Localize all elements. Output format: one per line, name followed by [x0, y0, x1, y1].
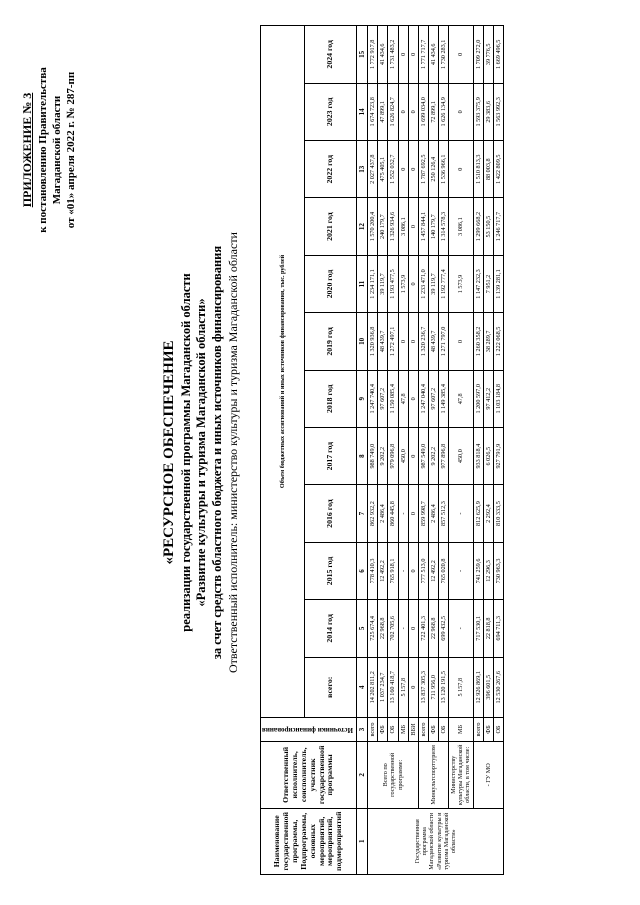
- year-value-cell: 1 246 717,7: [493, 198, 503, 255]
- year-value-cell: 0: [408, 600, 418, 657]
- year-value-cell: 0: [408, 255, 418, 312]
- year-value-cell: 0: [449, 26, 473, 84]
- col-head-year: 2021 год: [305, 198, 357, 255]
- year-value-cell: 1 314 578,3: [439, 198, 449, 255]
- year-value-cell: 722 401,3: [418, 600, 428, 657]
- year-value-cell: 3 086,1: [398, 198, 408, 255]
- year-value-cell: 1 510 813,3: [473, 141, 483, 198]
- total-value-cell: 0: [408, 657, 418, 717]
- year-value-cell: 47,8: [398, 370, 408, 427]
- year-value-cell: 47,8: [449, 370, 473, 427]
- year-value-cell: 2 027 437,8: [368, 141, 378, 198]
- year-value-cell: 250 126,4: [428, 141, 438, 198]
- year-value-cell: 1 552 032,7: [388, 141, 398, 198]
- source-cell: всего: [473, 717, 483, 741]
- year-value-cell: 1 570 200,4: [368, 198, 378, 255]
- source-cell: всего: [418, 717, 428, 741]
- year-value-cell: 9 202,2: [428, 427, 438, 484]
- col-head-year: 2022 год: [305, 141, 357, 198]
- year-value-cell: 1 233 471,0: [418, 255, 428, 312]
- col-head-year: 2023 год: [305, 83, 357, 140]
- year-value-cell: 1 247 740,4: [368, 370, 378, 427]
- source-cell: ОБ: [493, 717, 503, 741]
- year-value-cell: -: [398, 485, 408, 542]
- document-subtitle-3: за счет средств областного бюджета и иных источников финансирования: [210, 245, 224, 660]
- year-value-cell: -: [398, 542, 408, 599]
- year-value-cell: 1 772 917,8: [368, 26, 378, 84]
- year-value-cell: 1 149 385,4: [439, 370, 449, 427]
- column-number: 2: [357, 742, 368, 808]
- year-value-cell: 0: [449, 313, 473, 370]
- year-value-cell: 0: [408, 542, 418, 599]
- table-row: [368, 26, 378, 875]
- year-value-cell: 72 899,1: [428, 83, 438, 140]
- column-number: 12: [357, 198, 368, 255]
- year-value-cell: 694 711,3: [493, 600, 503, 657]
- year-value-cell: 240 179,7: [378, 198, 388, 255]
- appendix-region: Магаданской области: [50, 95, 63, 205]
- document-titles: [160, 0, 241, 905]
- year-value-cell: 699 432,5: [439, 600, 449, 657]
- appendix-date: от «01» апреля 2022 г. № 287-пп: [65, 71, 78, 229]
- col-head-year: 2014 год: [305, 600, 357, 657]
- executor-cell: - ГУ МО: [473, 742, 503, 808]
- year-value-cell: 450,0: [449, 427, 473, 484]
- appendix-decree: к постановлению Правительства: [36, 67, 49, 233]
- col-head-year: 2017 год: [305, 427, 357, 484]
- year-value-cell: 1 150 085,4: [388, 370, 398, 427]
- year-value-cell: 1 247 040,4: [418, 370, 428, 427]
- year-value-cell: 450,0: [398, 427, 408, 484]
- year-value-cell: 1 730 283,1: [439, 26, 449, 84]
- year-value-cell: 6 026,5: [483, 427, 493, 484]
- year-value-cell: 48 439,7: [378, 313, 388, 370]
- source-cell: ФБ: [483, 717, 493, 741]
- year-value-cell: 0: [408, 83, 418, 140]
- year-value-cell: 1 192 777,4: [439, 255, 449, 312]
- total-value-cell: 1 037 234,7: [378, 657, 388, 717]
- year-value-cell: 988 749,0: [368, 427, 378, 484]
- col-head-year: 2018 год: [305, 370, 357, 427]
- year-value-cell: 39 776,5: [483, 26, 493, 84]
- year-value-cell: 0: [408, 485, 418, 542]
- year-value-cell: 730 963,3: [493, 542, 503, 599]
- source-cell: ФБ: [378, 717, 388, 741]
- year-value-cell: 1 234 171,1: [368, 255, 378, 312]
- year-value-cell: 1 103 184,8: [493, 370, 503, 427]
- year-value-cell: 778 410,3: [368, 542, 378, 599]
- year-value-cell: 702 705,6: [388, 600, 398, 657]
- col-head-year: 2016 год: [305, 485, 357, 542]
- col-head-year: 2024 год: [305, 26, 357, 84]
- year-value-cell: 0: [408, 370, 418, 427]
- year-value-cell: 933 818,4: [473, 427, 483, 484]
- year-value-cell: 22 818,8: [483, 600, 493, 657]
- column-number: 1: [357, 808, 368, 874]
- column-number: 6: [357, 542, 368, 599]
- year-value-cell: 9 202,2: [378, 427, 388, 484]
- year-value-cell: 0: [398, 141, 408, 198]
- year-value-cell: 97 607,2: [428, 370, 438, 427]
- year-value-cell: 140 179,7: [428, 198, 438, 255]
- table-row: [449, 26, 473, 875]
- year-value-cell: 1 326 934,6: [388, 198, 398, 255]
- year-value-cell: 97 412,2: [483, 370, 493, 427]
- total-value-cell: 5 157,8: [398, 657, 408, 717]
- column-number: 9: [357, 370, 368, 427]
- program-name-cell: Государственная программа Магаданской области «Развитие культуры и туризма Магаданской области»: [368, 808, 504, 874]
- year-value-cell: 1 674 723,8: [368, 83, 378, 140]
- year-value-cell: 1 193 477,5: [388, 255, 398, 312]
- year-value-cell: 1 147 232,3: [473, 255, 483, 312]
- col-head-year: 2020 год: [305, 255, 357, 312]
- executor-sublabel-cell: Министерству культуры Магаданской области, в том числе:: [449, 742, 473, 808]
- total-value-cell: 12 926 869,1: [473, 657, 483, 717]
- year-value-cell: 1 573,9: [449, 255, 473, 312]
- total-value-cell: 5 157,8: [449, 657, 473, 717]
- column-number: 7: [357, 485, 368, 542]
- col-head-total: всего:: [305, 657, 357, 717]
- year-value-cell: 1 699 034,0: [418, 83, 428, 140]
- year-value-cell: 12 296,3: [483, 542, 493, 599]
- total-value-cell: 13 837 305,3: [418, 657, 428, 717]
- year-value-cell: 717 530,1: [473, 600, 483, 657]
- column-number: 4: [357, 657, 368, 717]
- year-value-cell: 2 292,4: [483, 485, 493, 542]
- year-value-cell: 1 139 281,1: [493, 255, 503, 312]
- year-value-cell: 1 200 597,0: [473, 370, 483, 427]
- total-value-cell: 13 160 418,7: [388, 657, 398, 717]
- total-value-cell: 14 202 811,2: [368, 657, 378, 717]
- year-value-cell: 0: [398, 313, 408, 370]
- year-value-cell: 1 320 936,8: [368, 313, 378, 370]
- col-head-source-text: Источники финансирования: [262, 725, 353, 734]
- year-value-cell: 0: [408, 26, 418, 84]
- year-value-cell: 2 486,4: [378, 485, 388, 542]
- year-value-cell: 22 968,8: [428, 600, 438, 657]
- column-number: 3: [357, 717, 368, 741]
- year-value-cell: 979 096,8: [388, 427, 398, 484]
- year-value-cell: 1 299 668,2: [473, 198, 483, 255]
- year-value-cell: 1 260 358,2: [473, 313, 483, 370]
- column-number-row: [357, 26, 368, 875]
- source-cell: ОБ: [439, 717, 449, 741]
- year-value-cell: 2 486,4: [428, 485, 438, 542]
- year-value-cell: 977 896,8: [439, 427, 449, 484]
- total-value-cell: 12 530 267,6: [493, 657, 503, 717]
- responsible-executor: Ответственный исполнитель: министерство культуры и туризма Магаданской области: [225, 232, 240, 673]
- col-head-year: 2019 год: [305, 313, 357, 370]
- year-value-cell: 862 932,2: [368, 485, 378, 542]
- year-value-cell: 1 593 375,9: [473, 83, 483, 140]
- year-value-cell: 1 457 844,1: [418, 198, 428, 255]
- year-value-cell: 927 791,9: [493, 427, 503, 484]
- year-value-cell: 53 150,5: [483, 198, 493, 255]
- executor-cell: Всего по государственной программе:: [368, 742, 419, 808]
- column-number: 11: [357, 255, 368, 312]
- year-value-cell: 3 086,1: [449, 198, 473, 255]
- appendix-header: [20, 20, 78, 280]
- total-value-cell: 396 601,5: [483, 657, 493, 717]
- column-number: 8: [357, 427, 368, 484]
- year-value-cell: 12 492,2: [378, 542, 388, 599]
- year-value-cell: 860 445,8: [388, 485, 398, 542]
- year-value-cell: 7 951,2: [483, 255, 493, 312]
- total-value-cell: 711 956,0: [428, 657, 438, 717]
- year-value-cell: 1 222 068,5: [493, 313, 503, 370]
- year-value-cell: 765 020,8: [439, 542, 449, 599]
- year-value-cell: 0: [398, 26, 408, 84]
- table-body: [368, 26, 504, 875]
- year-value-cell: 0: [449, 83, 473, 140]
- year-value-cell: 22 968,8: [378, 600, 388, 657]
- year-value-cell: 39 119,7: [378, 255, 388, 312]
- year-value-cell: 812 625,9: [473, 485, 483, 542]
- source-cell: всего: [368, 717, 378, 741]
- source-cell: ВБИ: [408, 717, 418, 741]
- year-value-cell: 1 573,9: [398, 255, 408, 312]
- col-head-year: 2015 год: [305, 542, 357, 599]
- year-value-cell: 725 674,4: [368, 600, 378, 657]
- source-cell: МБ: [449, 717, 473, 741]
- table-row: [473, 26, 483, 875]
- year-value-cell: 41 434,6: [428, 26, 438, 84]
- column-number: 14: [357, 83, 368, 140]
- col-head-group: Объем бюджетных ассигнований и иных источников финансирования, тыс. рублей: [261, 26, 305, 718]
- year-value-cell: -: [449, 542, 473, 599]
- year-value-cell: 0: [408, 313, 418, 370]
- year-value-cell: 39 119,7: [428, 255, 438, 312]
- year-value-cell: 859 998,7: [418, 485, 428, 542]
- column-number: 10: [357, 313, 368, 370]
- year-value-cell: 1 731 483,2: [388, 26, 398, 84]
- column-number: 15: [357, 26, 368, 84]
- year-value-cell: 1 626 824,7: [388, 83, 398, 140]
- document-subtitle-2: «Развитие культуры и туризма Магаданской области»: [194, 298, 209, 607]
- year-value-cell: 29 383,6: [483, 83, 493, 140]
- year-value-cell: 41 434,6: [378, 26, 388, 84]
- year-value-cell: 1 422 809,5: [493, 141, 503, 198]
- year-value-cell: 48 439,7: [428, 313, 438, 370]
- appendix-number: ПРИЛОЖЕНИЕ № 3: [20, 92, 34, 208]
- year-value-cell: 12 492,2: [428, 542, 438, 599]
- year-value-cell: 0: [449, 141, 473, 198]
- year-value-cell: 1 320 236,7: [418, 313, 428, 370]
- year-value-cell: 1 771 717,7: [418, 26, 428, 84]
- total-value-cell: 13 120 191,5: [439, 657, 449, 717]
- year-value-cell: 1 626 134,9: [439, 83, 449, 140]
- resource-table: [260, 25, 504, 875]
- year-value-cell: 0: [398, 83, 408, 140]
- year-value-cell: 810 333,5: [493, 485, 503, 542]
- source-cell: МБ: [398, 717, 408, 741]
- year-value-cell: 0: [408, 198, 418, 255]
- year-value-cell: 1 669 496,5: [493, 26, 503, 84]
- year-value-cell: -: [449, 600, 473, 657]
- source-cell: ОБ: [388, 717, 398, 741]
- year-value-cell: 38 289,7: [483, 313, 493, 370]
- year-value-cell: 47 899,1: [378, 83, 388, 140]
- year-value-cell: 1 709 272,0: [473, 26, 483, 84]
- column-number: 13: [357, 141, 368, 198]
- col-head-source: [261, 717, 357, 741]
- year-value-cell: 765 918,1: [388, 542, 398, 599]
- year-value-cell: 1 536 966,1: [439, 141, 449, 198]
- year-value-cell: 0: [408, 141, 418, 198]
- year-value-cell: -: [398, 600, 408, 657]
- year-value-cell: 1 787 692,5: [418, 141, 428, 198]
- year-value-cell: 1 271 797,0: [439, 313, 449, 370]
- document-title: «РЕСУРСНОЕ ОБЕСПЕЧЕНИЕ: [161, 340, 177, 565]
- year-value-cell: 97 607,2: [378, 370, 388, 427]
- col-head-name: Наименование государственной программы, Подпрограммы, основных мероприятий, мероприятий, подмероприятий: [261, 808, 357, 874]
- document-subtitle-1: реализации государственной программы Магаданской области: [178, 273, 193, 632]
- year-value-cell: -: [449, 485, 473, 542]
- year-value-cell: 987 549,0: [418, 427, 428, 484]
- year-value-cell: 857 512,3: [439, 485, 449, 542]
- year-value-cell: 1 563 992,3: [493, 83, 503, 140]
- col-head-executor: Ответственный исполнитель, соисполнитель, участник государственной программы: [261, 742, 357, 808]
- year-value-cell: 475 405,1: [378, 141, 388, 198]
- table-row: [418, 26, 428, 875]
- source-cell: ФБ: [428, 717, 438, 741]
- executor-cell: Минкультспорттуризм: [418, 742, 448, 808]
- year-value-cell: 1 272 497,1: [388, 313, 398, 370]
- year-value-cell: 88 003,8: [483, 141, 493, 198]
- column-number: 5: [357, 600, 368, 657]
- year-value-cell: 0: [408, 427, 418, 484]
- year-value-cell: 777 513,0: [418, 542, 428, 599]
- year-value-cell: 741 259,6: [473, 542, 483, 599]
